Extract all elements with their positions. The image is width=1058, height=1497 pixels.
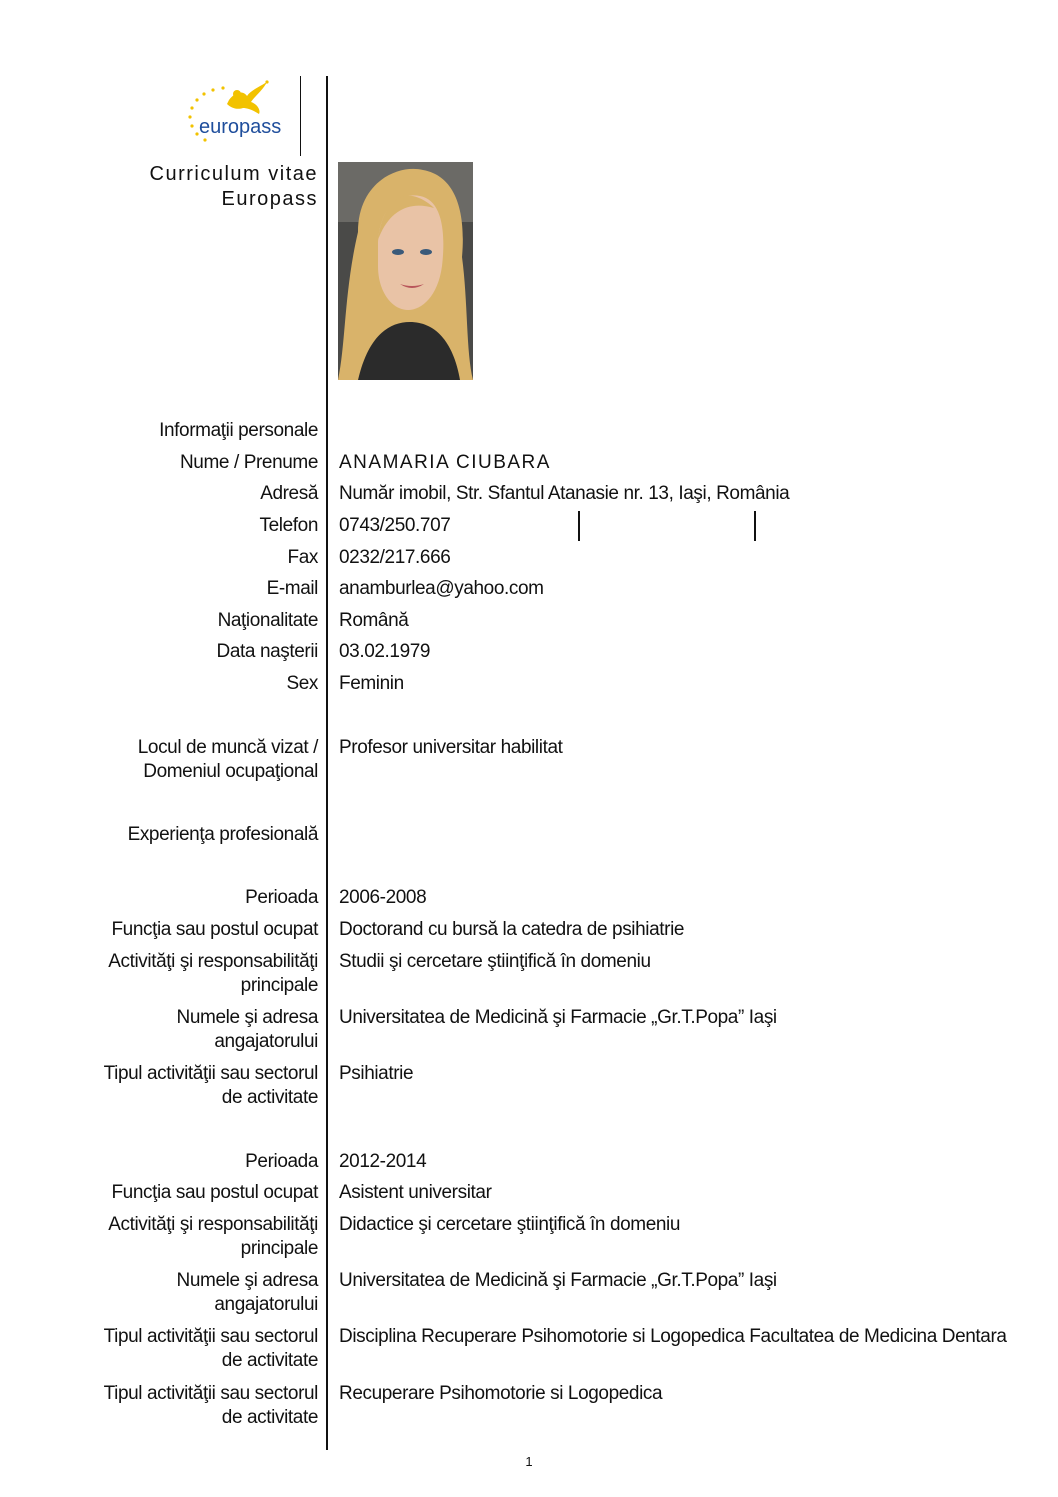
personal-info-heading: Informaţii personale [159,420,318,441]
activities-value: Didactice şi cercetare ştiinţifică în domeniu [339,1214,681,1235]
position-label: Funcţia sau postul ocupat [111,919,318,940]
period-value: 2006-2008 [339,887,427,908]
experience-heading: Experienţa profesională [127,824,318,845]
activities-label-line2: principale [240,1238,318,1259]
activities-label [108,1213,318,1261]
sector-label-line1: Tipul activităţii sau sectorul [103,1383,318,1404]
address-value: Număr imobil, Str. Sfantul Atanasie nr. 13, Iaşi, România [339,483,790,504]
sector-label-line1: Tipul activităţii sau sectorul [103,1063,318,1084]
position-value: Doctorand cu bursă la catedra de psihiatrie [339,919,685,940]
period-value: 2012-2014 [339,1151,427,1172]
period-label: Perioada [245,887,318,908]
email-value: anamburlea@yahoo.com [339,578,544,599]
employer-label-line1: Numele şi adresa [176,1007,318,1028]
job-label-line2: Domeniul ocupaţional [143,761,318,782]
name-value: ANAMARIA CIUBARA [339,452,551,473]
position-value: Asistent universitar [339,1182,492,1203]
birthdate-label: Data naşterii [216,641,318,662]
activities-label [108,950,318,998]
sex-value: Feminin [339,673,404,694]
sector-value: Disciplina Recuperare Psihomotorie si Logopedica Facultatea de Medicina Dentara [339,1326,1007,1347]
sector-label [104,1062,318,1110]
sex-label: Sex [286,673,318,694]
activities-value: Studii şi cercetare ştiinţifică în domeniu [339,951,651,972]
phone-separator [754,511,756,541]
cv-title-line2: Europass [221,188,318,210]
fax-value: 0232/217.666 [339,547,451,568]
address-label: Adresă [260,483,318,504]
job-value: Profesor universitar habilitat [339,737,563,758]
employer-label [177,1269,318,1317]
cv-title-line1: Curriculum vitae [149,163,318,185]
employer-label-line2: angajatorului [214,1031,318,1052]
activities-label-line1: Activităţi şi responsabilităţi [108,1214,318,1235]
phone-value: 0743/250.707 [339,515,451,536]
job-label [138,736,318,784]
position-label: Funcţia sau postul ocupat [111,1182,318,1203]
sector-value: Psihiatrie [339,1063,414,1084]
period-label: Perioada [245,1151,318,1172]
sector-label [104,1325,318,1373]
nationality-label: Naţionalitate [217,610,318,631]
page-number: 1 [525,1454,533,1469]
name-label: Nume / Prenume [179,452,318,473]
phone-separator [578,511,580,541]
employer-label-line1: Numele şi adresa [176,1270,318,1291]
birthdate-value: 03.02.1979 [339,641,431,662]
profile-photo [338,162,473,380]
phone-label: Telefon [259,515,318,536]
sector-label [104,1382,318,1430]
logo-divider [300,76,301,156]
employer-value: Universitatea de Medicină şi Farmacie „Gr.T.Popa” Iaşi [339,1270,777,1291]
column-divider [326,76,328,1450]
sector-value: Recuperare Psihomotorie si Logopedica [339,1383,663,1404]
activities-label-line2: principale [240,975,318,996]
cv-title [150,162,318,212]
europass-logo [185,78,300,150]
sector-label-line1: Tipul activităţii sau sectorul [103,1326,318,1347]
nationality-value: Română [339,610,409,631]
employer-value: Universitatea de Medicină şi Farmacie „Gr.T.Popa” Iaşi [339,1007,777,1028]
employer-label [177,1006,318,1054]
europass-logo-text: europass [199,116,282,138]
sector-label-line2: de activitate [221,1350,318,1371]
fax-label: Fax [287,547,318,568]
job-label-line1: Locul de muncă vizat / [137,737,318,758]
employer-label-line2: angajatorului [214,1294,318,1315]
sector-label-line2: de activitate [221,1407,318,1428]
activities-label-line1: Activităţi şi responsabilităţi [108,951,318,972]
email-label: E-mail [266,578,318,599]
sector-label-line2: de activitate [221,1087,318,1108]
